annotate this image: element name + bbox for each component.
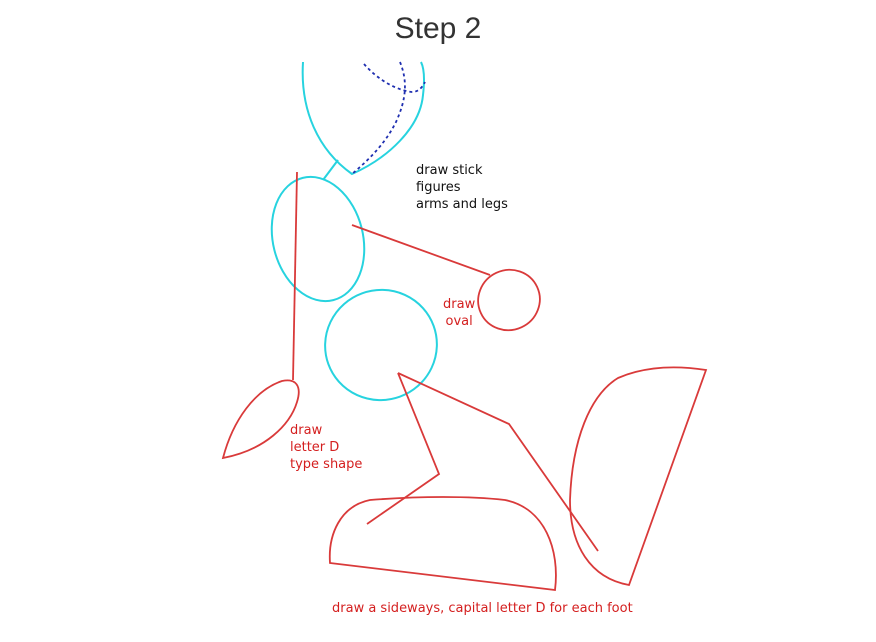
chest-oval [259,167,377,311]
foot-right [570,367,706,585]
arm-stick-left [293,172,297,380]
arm-stick-right [352,225,490,275]
head-shape [303,62,424,174]
step-title: Step 2 [394,12,482,45]
neck-line [323,160,338,180]
note-foot: draw a sideways, capital letter D for each foot [332,601,633,616]
letter-d-shape [223,380,299,458]
foot-left [330,497,556,590]
face-guide-vertical [352,62,405,174]
note-draw-oval: draw oval [443,297,476,329]
note-stick-figures: draw stick figures arms and legs [416,163,508,212]
hips-oval [310,274,453,416]
leg-stick-right [398,373,598,551]
note-letter-d: draw letter D type shape [290,423,363,472]
face-guide-horizontal [364,64,425,92]
